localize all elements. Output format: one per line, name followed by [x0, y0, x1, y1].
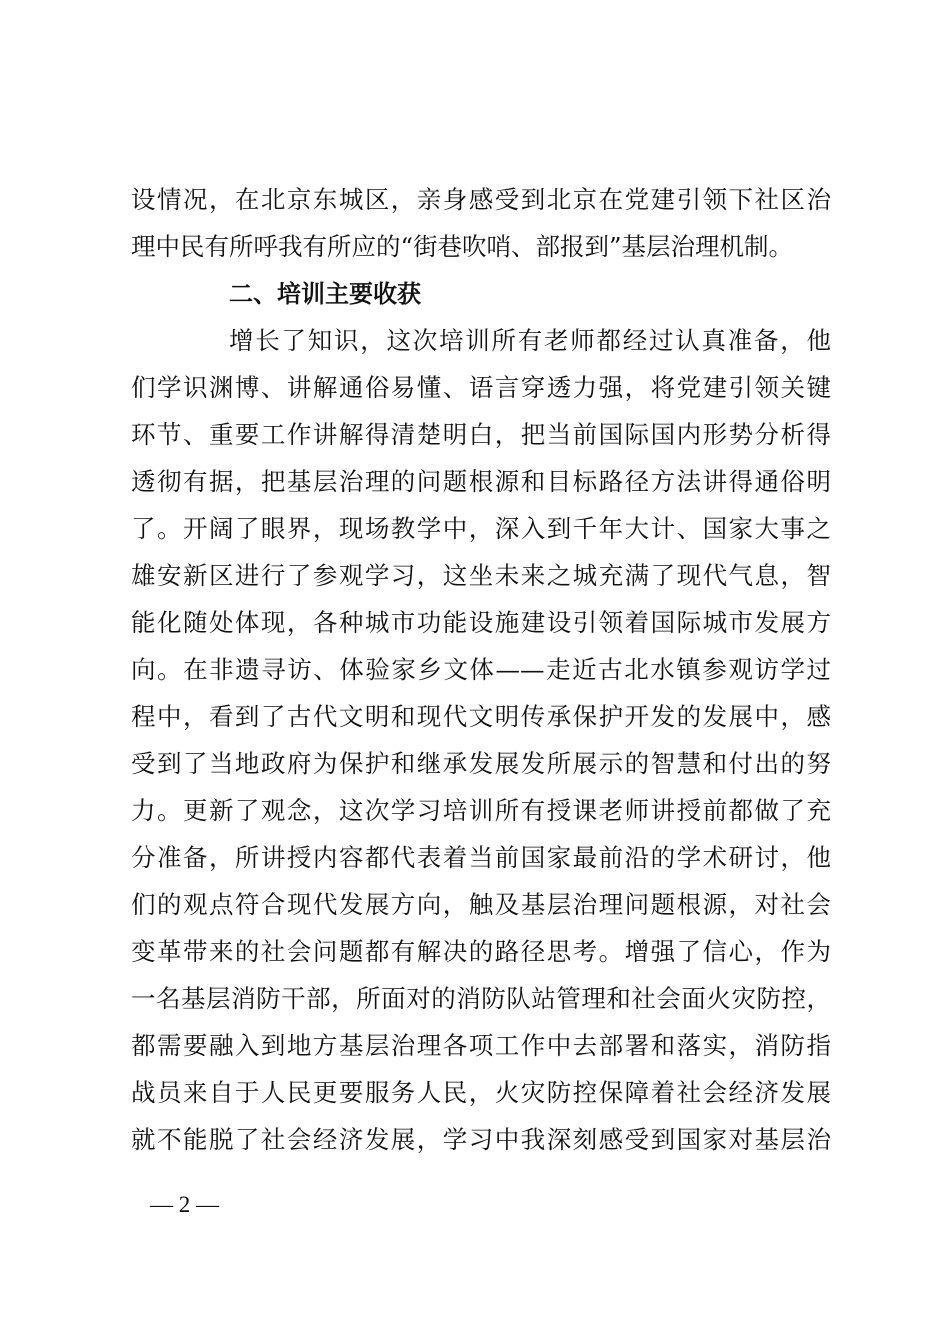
text-line: 变革带来的社会问题都有解决的路径思考。增强了信心，作为 — [131, 937, 831, 966]
text-line: 们学识渊博、讲解通俗易懂、语言穿透力强，将党建引领关键 — [131, 373, 831, 402]
text-line: 一名基层消防干部，所面对的消防队站管理和社会面火灾防控， — [131, 984, 831, 1013]
text-line: 能化随处体现，各种城市功能设施建设引领着国际城市发展方 — [131, 608, 831, 637]
text-line: 理中民有所呼我有所应的“街巷吹哨、部报到”基层治理机制。 — [131, 232, 794, 261]
text-line: 战员来自于人民更要服务人民，火灾防控保障着社会经济发展 — [131, 1078, 831, 1107]
text-line: 分准备，所讲授内容都代表着当前国家最前沿的学术研讨，他 — [131, 843, 831, 872]
text-line: 们的观点符合现代发展方向，触及基层治理问题根源，对社会 — [131, 890, 831, 919]
text-line: 程中，看到了古代文明和现代文明传承保护开发的发展中，感 — [131, 702, 831, 731]
paragraph-first-line: 增长了知识，这次培训所有老师都经过认真准备，他 — [229, 326, 831, 355]
text-line: 透彻有据，把基层治理的问题根源和目标路径方法讲得通俗明 — [131, 467, 831, 496]
text-line: 雄安新区进行了参观学习，这坐未来之城充满了现代气息，智 — [131, 561, 831, 590]
text-line: 了。开阔了眼界，现场教学中，深入到千年大计、国家大事之 — [131, 514, 831, 543]
text-line: 向。在非遗寻访、体验家乡文体——走近古北水镇参观访学过 — [131, 655, 831, 684]
text-line: 力。更新了观念，这次学习培训所有授课老师讲授前都做了充 — [131, 796, 831, 825]
text-line: 受到了当地政府为保护和继承发展发所展示的智慧和付出的努 — [131, 749, 831, 778]
section-heading: 二、培训主要收获 — [229, 280, 421, 308]
text-line: 就不能脱了社会经济发展，学习中我深刻感受到国家对基层治 — [131, 1125, 831, 1154]
text-line: 环节、重要工作讲解得清楚明白，把当前国际国内形势分析得 — [131, 420, 831, 449]
page-number: — 2 — — [150, 1192, 219, 1217]
text-line: 设情况，在北京东城区，亲身感受到北京在党建引领下社区治 — [131, 185, 831, 214]
text-line: 都需要融入到地方基层治理各项工作中去部署和落实，消防指 — [131, 1031, 831, 1060]
